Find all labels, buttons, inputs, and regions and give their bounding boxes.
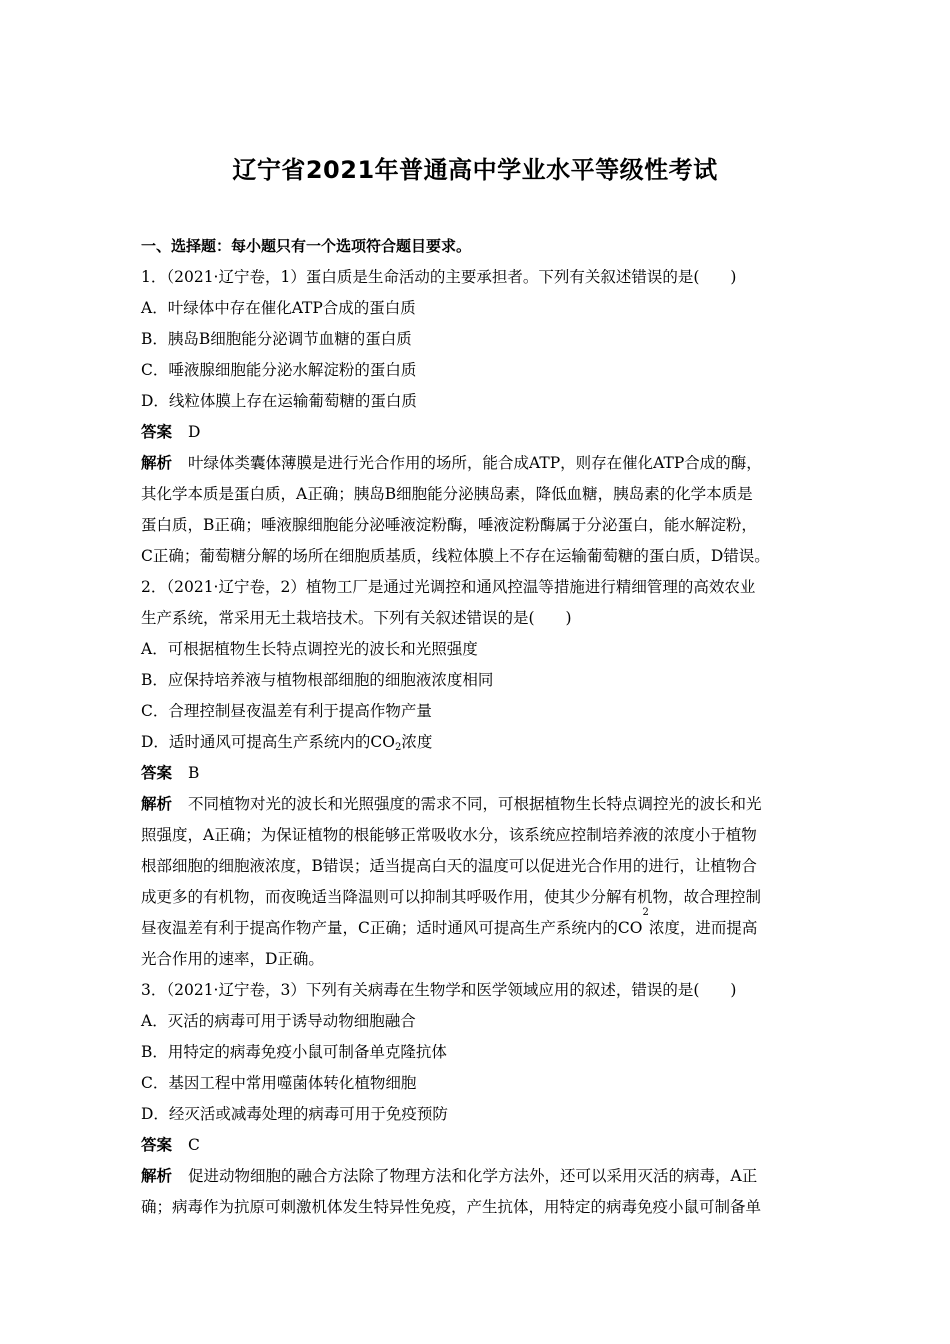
option-c: C．合理控制昼夜温差有利于提高作物产量 (141, 702, 432, 720)
option-c: C．唾液腺细胞能分泌水解淀粉的蛋白质 (141, 361, 417, 379)
analysis-line: 解析 不同植物对光的波长和光照强度的需求不同，可根据植物生长特点调控光的波长和光 (141, 795, 762, 813)
analysis-line: 照强度，A正确；为保证植物的根能够正常吸收水分，该系统应控制培养液的浓度小于植物 (141, 826, 757, 844)
analysis-line: 解析 促进动物细胞的融合方法除了物理方法和化学方法外，还可以采用灭活的病毒，A正 (141, 1167, 758, 1185)
question-stem: 2．（2021·辽宁卷，2）植物工厂是通过光调控和通风控温等措施进行精细管理的高效农业 (141, 578, 756, 596)
answer-label: 答案 (141, 764, 173, 782)
option-b: B．胰岛B细胞能分泌调节血糖的蛋白质 (141, 330, 412, 348)
analysis-line: 光合作用的速率，D正确。 (141, 950, 324, 968)
answer-label: 答案 (141, 1136, 173, 1154)
analysis-line: 其化学本质是蛋白质，A正确；胰岛B细胞能分泌胰岛素，降低血糖，胰岛素的化学本质是 (141, 485, 753, 503)
analysis-block (141, 448, 811, 572)
option-d: D．适时通风可提高生产系统内的$CO_2$浓度 (141, 733, 433, 753)
analysis-line: 昼夜温差有利于提高作物产量，C正确；适时通风可提高生产系统内的CO 2 浓度，进而提高 (141, 907, 758, 937)
analysis-line: C正确；葡萄糖分解的场所在细胞质基质，线粒体膜上不存在运输葡萄糖的蛋白质，D错误。 (141, 547, 770, 565)
analysis-line: 解析 叶绿体类囊体薄膜是进行光合作用的场所，能合成ATP，则存在催化ATP合成的酶， (141, 454, 762, 472)
option-a: A．灭活的病毒可用于诱导动物细胞融合 (141, 1012, 416, 1030)
answer-row (141, 1130, 811, 1161)
answer-value: D (188, 423, 201, 441)
question-stem: 1．（2021·辽宁卷，1）蛋白质是生命活动的主要承担者。下列有关叙述错误的是( ) (141, 268, 737, 286)
question-1 (141, 262, 811, 572)
option-c: C．基因工程中常用噬菌体转化植物细胞 (141, 1074, 417, 1092)
analysis-label: 解析 (141, 795, 173, 813)
analysis-block (141, 1161, 811, 1223)
answer-value: C (188, 1136, 200, 1154)
option-b: B．应保持培养液与植物根部细胞的细胞液浓度相同 (141, 671, 494, 689)
analysis-line: 确；病毒作为抗原可刺激机体发生特异性免疫，产生抗体，用特定的病毒免疫小鼠可制备单 (141, 1198, 762, 1216)
option-a: A．可根据植物生长特点调控光的波长和光照强度 (141, 640, 478, 658)
page-title: 辽宁省2021年普通高中学业水平等级性考试 (232, 156, 718, 184)
question-3 (141, 975, 811, 1223)
analysis-label: 解析 (141, 454, 173, 472)
section-heading: 一、选择题：每小题只有一个选项符合题目要求。 (141, 237, 472, 255)
answer-row (141, 758, 811, 789)
option-d: D．线粒体膜上存在运输葡萄糖的蛋白质 (141, 392, 417, 410)
answer-value: B (188, 764, 200, 782)
analysis-label: 解析 (141, 1167, 173, 1185)
question-2 (141, 572, 811, 975)
option-b: B．用特定的病毒免疫小鼠可制备单克隆抗体 (141, 1043, 447, 1061)
analysis-block (141, 789, 811, 975)
document-body (141, 231, 811, 1223)
analysis-line: 蛋白质，B正确；唾液腺细胞能分泌唾液淀粉酶，唾液淀粉酶属于分泌蛋白，能水解淀粉， (141, 516, 757, 534)
option-d: D．经灭活或减毒处理的病毒可用于免疫预防 (141, 1105, 448, 1123)
analysis-line: 成更多的有机物，而夜晚适当降温则可以抑制其呼吸作用，使其少分解有机物，故合理控制 (141, 888, 762, 906)
analysis-line: 根部细胞的细胞液浓度，B错误；适当提高白天的温度可以促进光合作用的进行，让植物合 (141, 857, 757, 875)
option-a: A．叶绿体中存在催化ATP合成的蛋白质 (141, 299, 416, 317)
answer-label: 答案 (141, 423, 173, 441)
question-stem: 3．（2021·辽宁卷，3）下列有关病毒在生物学和医学领域应用的叙述，错误的是( ) (141, 981, 737, 999)
answer-row (141, 417, 811, 448)
question-stem-continued: 生产系统，常采用无土栽培技术。下列有关叙述错误的是( ) (141, 609, 572, 627)
